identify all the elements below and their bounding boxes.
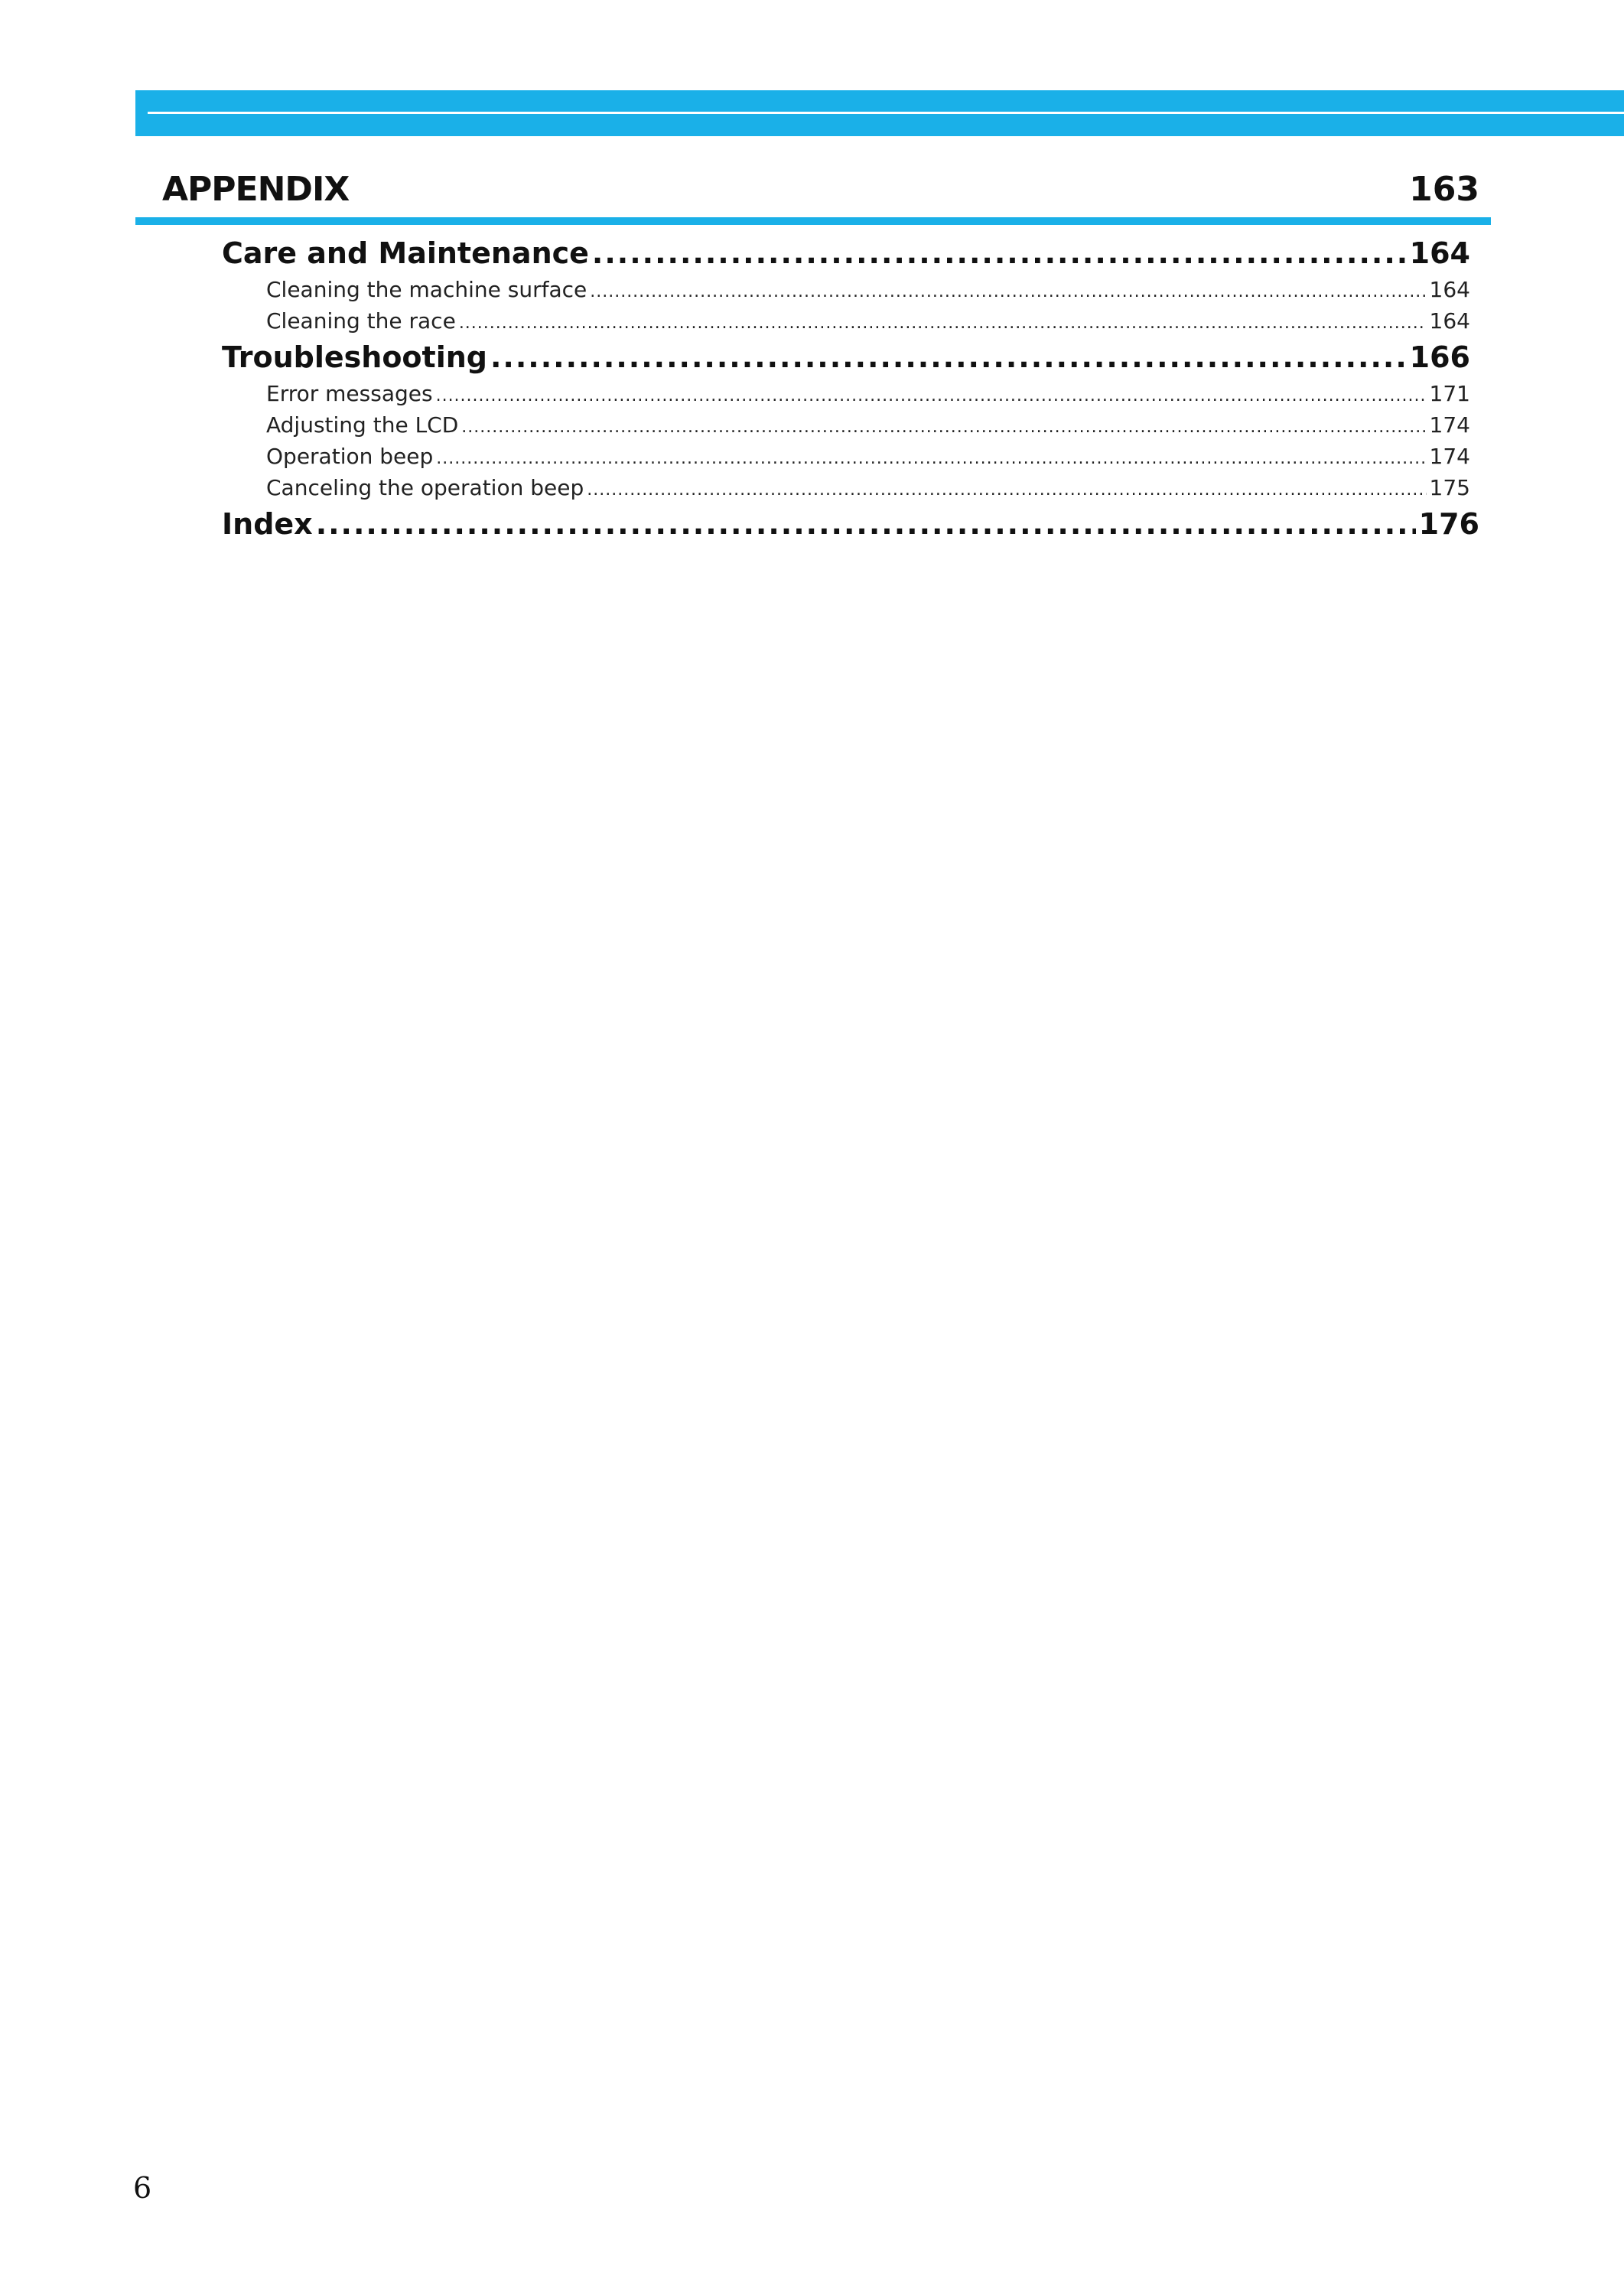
toc-entry-title: Adjusting the LCD (266, 412, 459, 438)
toc-dot-leader (587, 474, 1426, 506)
toc-entry-title: Operation beep (266, 444, 434, 469)
chapter-header (162, 170, 1479, 214)
toc-entry-page: 174 (1429, 444, 1470, 469)
toc-entry-title: Index (222, 507, 313, 541)
toc-dot-leader (490, 337, 1407, 378)
toc-entry-error-messages[interactable] (222, 378, 1470, 409)
header-band-line (148, 112, 1624, 114)
toc-entry-title: Care and Maintenance (222, 236, 589, 270)
toc-entry-title: Canceling the operation beep (266, 475, 584, 500)
toc-entry-page: 164 (1409, 236, 1470, 270)
toc-entry-troubleshooting[interactable] (222, 337, 1470, 378)
toc-entry-index[interactable] (222, 503, 1479, 545)
toc-entry-page: 171 (1429, 381, 1470, 406)
toc-dot-leader (436, 443, 1426, 474)
toc-entry-page: 164 (1429, 277, 1470, 302)
toc-entry-page: 164 (1429, 308, 1470, 334)
toc-entry-page: 175 (1429, 475, 1470, 500)
chapter-page-number: 163 (1409, 170, 1479, 209)
toc-entry-operation-beep[interactable] (222, 441, 1470, 472)
toc-entry-title: Error messages (266, 381, 433, 406)
chapter-title: APPENDIX (162, 170, 350, 209)
toc-entry-page: 166 (1409, 340, 1470, 374)
toc-entry-cleaning-race[interactable] (222, 305, 1470, 337)
toc-entry-adjusting-lcd[interactable] (222, 409, 1470, 441)
toc-dot-leader (461, 412, 1426, 443)
toc-dot-leader (459, 308, 1427, 339)
toc-entry-care-and-maintenance[interactable] (222, 233, 1470, 274)
toc-entry-cleaning-machine-surface[interactable] (222, 274, 1470, 305)
toc-dot-leader (436, 380, 1427, 412)
toc-dot-leader (592, 233, 1407, 274)
toc-entry-canceling-operation-beep[interactable] (222, 472, 1470, 503)
toc-entry-title: Troubleshooting (222, 340, 487, 374)
table-of-contents (222, 233, 1479, 545)
toc-dot-leader (316, 503, 1416, 545)
toc-entry-title: Cleaning the machine surface (266, 277, 587, 302)
toc-entry-page: 176 (1418, 507, 1479, 541)
chapter-underline (135, 217, 1491, 225)
header-color-band (135, 90, 1624, 136)
toc-entry-title: Cleaning the race (266, 308, 456, 334)
toc-dot-leader (590, 276, 1426, 308)
toc-entry-page: 174 (1429, 412, 1470, 438)
footer-page-number: 6 (133, 2171, 152, 2205)
